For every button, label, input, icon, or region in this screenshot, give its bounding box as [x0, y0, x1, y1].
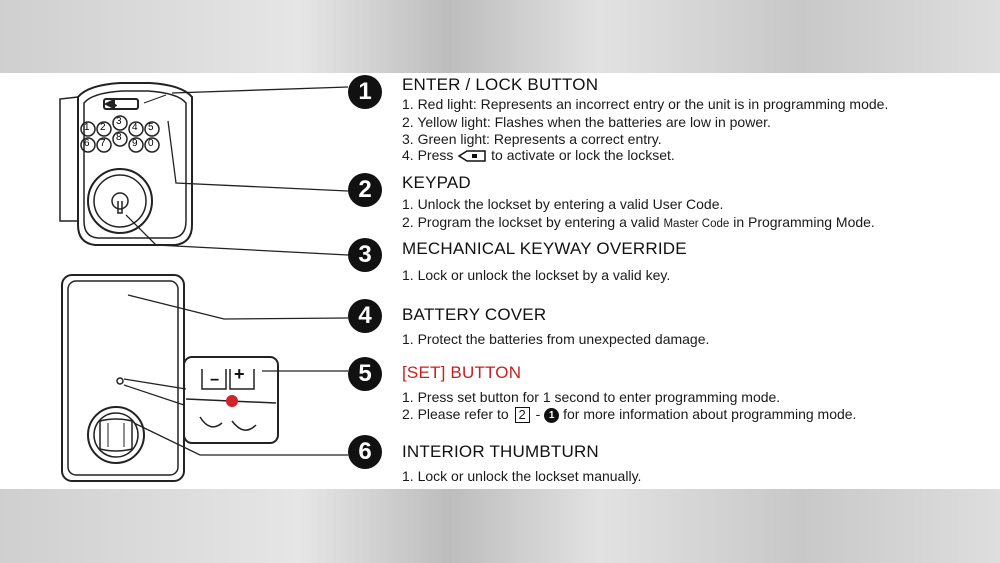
thumbturn	[88, 407, 144, 463]
battery-plus: +	[234, 364, 245, 384]
item-title: ENTER / LOCK BUTTON	[402, 75, 599, 94]
item-title: KEYPAD	[402, 173, 471, 192]
keypad-lock-glyph: ⬩	[114, 100, 118, 110]
program-prefix: 2. Program the lockset by entering a valid	[402, 214, 660, 230]
enter-button-icon	[457, 150, 487, 162]
refer-boxed-number: 2	[515, 407, 530, 423]
program-suffix: in Programming Mode.	[733, 214, 875, 230]
set-button-red	[226, 395, 238, 407]
key-digit: 9	[132, 138, 138, 149]
item-line-press	[402, 147, 675, 163]
refer-circled-number: 1	[544, 408, 559, 423]
refer-prefix: 2. Please refer to	[402, 406, 509, 422]
item-line-program	[402, 214, 875, 230]
press-prefix: 4. Press	[402, 147, 454, 163]
item-line: 1. Lock or unlock the lockset manually.	[402, 468, 642, 484]
blurred-background-bottom	[0, 489, 1000, 563]
item-title: MECHANICAL KEYWAY OVERRIDE	[402, 239, 687, 258]
key-digit: 5	[148, 122, 154, 133]
item-title: BATTERY COVER	[402, 305, 547, 324]
key-digit: 4	[132, 122, 138, 133]
blurred-background-top	[0, 0, 1000, 73]
item-line: 3. Green light: Represents a correct entry.	[402, 131, 662, 147]
number-badge: 5	[348, 357, 382, 391]
refer-suffix: for more information about programming mode.	[563, 406, 857, 422]
item-title: INTERIOR THUMBTURN	[402, 442, 599, 461]
item-line: 2. Yellow light: Flashes when the batteries are low in power.	[402, 114, 771, 130]
item-line-refer	[402, 406, 856, 423]
key-digit: 3	[116, 116, 122, 127]
number-badge: 2	[348, 173, 382, 207]
number-badge: 4	[348, 299, 382, 333]
key-digit: 8	[116, 132, 122, 143]
master-code-term: Master Code	[663, 218, 730, 230]
item-line: 1. Red light: Represents an incorrect entry or the unit is in programming mode.	[402, 96, 889, 112]
key-digit: 7	[100, 138, 106, 149]
number-badge: 3	[348, 238, 382, 272]
item-line: 1. Press set button for 1 second to enter programming mode.	[402, 389, 781, 405]
item-title-red: [SET] BUTTON	[402, 363, 522, 382]
refer-dash: -	[535, 406, 541, 422]
item-line: 1. Lock or unlock the lockset by a valid key.	[402, 267, 671, 283]
key-digit: 0	[148, 138, 154, 149]
number-badge: 1	[348, 75, 382, 109]
key-digit: 1	[84, 122, 90, 133]
item-line: 1. Unlock the lockset by entering a valid User Code.	[402, 196, 724, 212]
key-digit: 2	[100, 122, 106, 133]
set-hole	[117, 378, 123, 384]
key-cylinder	[88, 169, 152, 233]
battery-minus: −	[210, 372, 220, 389]
number-badge: 6	[348, 435, 382, 469]
item-line: 1. Protect the batteries from unexpected damage.	[402, 331, 710, 347]
press-suffix: to activate or lock the lockset.	[491, 147, 675, 163]
key-digit: 6	[84, 138, 90, 149]
